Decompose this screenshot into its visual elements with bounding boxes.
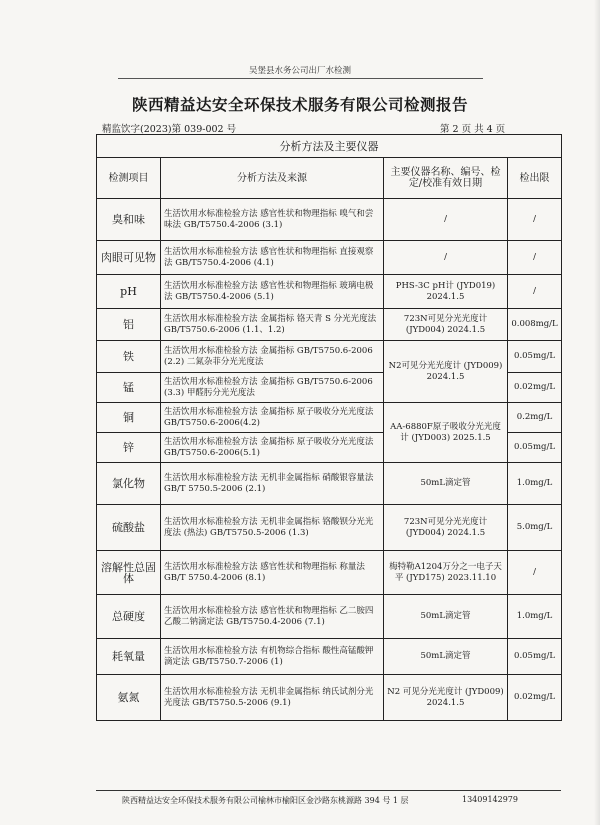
instrument-text: AA-6880F原子吸收分光光度计 (JYD003) 2025.1.5 [384,403,508,463]
report-title: 陕西精益达安全环保技术服务有限公司检测报告 [131,95,468,114]
report-number: 精监饮字(2023)第 039-002 号 [102,124,237,135]
method-text: 生活饮用水标准检验方法 金属指标 GB/T5750.6-2006 (2.2) 二氮杂菲分光光度法 [161,341,384,373]
limit-value: 0.02mg/L [508,373,562,403]
header-divider [118,78,483,79]
instrument-text: 50mL滴定管 [384,595,508,639]
limit-value: 0.05mg/L [508,433,562,463]
instrument-text: 50mL滴定管 [384,639,508,675]
section-title: 分析方法及主要仪器 [97,135,562,158]
instrument-text: N2 可见分光光度计 (JYD009) 2024.1.5 [384,675,508,721]
limit-value: 0.008mg/L [508,309,562,341]
footer-divider [96,790,561,791]
footer-address: 陕西精益达安全环保技术服务有限公司榆林市榆阳区金沙路东桃源路 394 号 1 层 [122,796,409,805]
item-name: pH [97,275,161,309]
instrument-text: 50mL滴定管 [384,463,508,505]
limit-value: 5.0mg/L [508,505,562,551]
instrument-text: 723N可见分光光度计 (JYD004) 2024.1.5 [384,505,508,551]
limit-value: 0.05mg/L [508,639,562,675]
limit-value: 1.0mg/L [508,463,562,505]
col-header-instrument: 主要仪器名称、编号、检定/校准有效日期 [384,158,508,199]
limit-value: / [508,551,562,595]
item-name: 硫酸盐 [97,505,161,551]
table-row [97,505,562,551]
limit-value: 1.0mg/L [508,595,562,639]
item-name: 氯化物 [97,463,161,505]
item-name: 总硬度 [97,595,161,639]
item-name: 铁 [97,341,161,373]
limit-value: 0.2mg/L [508,403,562,433]
col-header-method: 分析方法及来源 [161,158,384,199]
method-text: 生活饮用水标准检验方法 金属指标 GB/T5750.6-2006 (3.3) 甲醛肟分光光度法 [161,373,384,403]
instrument-text: / [384,241,508,275]
instrument-text: 723N可见分光光度计 (JYD004) 2024.1.5 [384,309,508,341]
method-text: 生活饮用水标准检验方法 金属指标 铬天青 S 分光光度法 GB/T5750.6-2006 (1.1、1.2) [161,309,384,341]
section-title-row [97,135,562,158]
methods-table [96,134,562,721]
method-text: 生活饮用水标准检验方法 感官性状和物理指标 直接观察法 GB/T5750.4-2006 (4.1) [161,241,384,275]
scan-shadow [594,0,600,825]
instrument-text: N2可见分光光度计 (JYD009) 2024.1.5 [384,341,508,403]
item-name: 锌 [97,433,161,463]
limit-value: / [508,275,562,309]
table-row [97,275,562,309]
item-name: 肉眼可见物 [97,241,161,275]
method-text: 生活饮用水标准检验方法 感官性状和物理指标 玻璃电极法 GB/T5750.4-2006 (5.1) [161,275,384,309]
item-name: 溶解性总固体 [97,551,161,595]
footer-phone: 13409142979 [462,795,518,804]
method-text: 生活饮用水标准检验方法 感官性状和物理指标 称量法 GB/T 5750.4-2006 (8.1) [161,551,384,595]
instrument-text: PHS-3C pH计 (JYD019) 2024.1.5 [384,275,508,309]
table-row [97,639,562,675]
instrument-text: / [384,199,508,241]
table-row [97,199,562,241]
limit-value: 0.05mg/L [508,341,562,373]
table-row [97,403,562,433]
table-row [97,595,562,639]
method-text: 生活饮用水标准检验方法 有机物综合指标 酸性高锰酸钾滴定法 GB/T5750.7-2006 (1) [161,639,384,675]
limit-value: / [508,241,562,275]
method-text: 生活饮用水标准检验方法 金属指标 原子吸收分光光度法 GB/T5750.6-2006(4.2) [161,403,384,433]
method-text: 生活饮用水标准检验方法 感官性状和物理指标 嗅气和尝味法 GB/T5750.4-2006 (3.1) [161,199,384,241]
col-header-item: 检测项目 [97,158,161,199]
table-row [97,241,562,275]
column-header-row [97,158,562,199]
method-text: 生活饮用水标准检验方法 金属指标 原子吸收分光光度法 GB/T5750.6-2006(5.1) [161,433,384,463]
item-name: 耗氧量 [97,639,161,675]
page-info: 第 2 页 共 4 页 [440,124,506,135]
item-name: 锰 [97,373,161,403]
item-name: 铜 [97,403,161,433]
col-header-limit: 检出限 [508,158,562,199]
table-row [97,675,562,721]
item-name: 臭和味 [97,199,161,241]
method-text: 生活饮用水标准检验方法 无机非金属指标 纳氏试剂分光光度法 GB/T5750.5-2006 (9.1) [161,675,384,721]
table-row [97,309,562,341]
method-text: 生活饮用水标准检验方法 感官性状和物理指标 乙二胺四乙酸二钠滴定法 GB/T5750.4-2006 (7.1) [161,595,384,639]
header-client-line: 吴堡县水务公司出厂水检测 [248,66,351,76]
table-row [97,551,562,595]
limit-value: 0.02mg/L [508,675,562,721]
item-name: 氨氮 [97,675,161,721]
item-name: 铝 [97,309,161,341]
instrument-text: 梅特勒A1204万分之一电子天平 (JYD175) 2023.11.10 [384,551,508,595]
limit-value: / [508,199,562,241]
table-row [97,341,562,373]
method-text: 生活饮用水标准检验方法 无机非金属指标 铬酸钡分光光度法 (热法) GB/T5750.5-2006 (1.3) [161,505,384,551]
method-text: 生活饮用水标准检验方法 无机非金属指标 硝酸银容量法 GB/T 5750.5-2006 (2.1) [161,463,384,505]
table-row [97,463,562,505]
